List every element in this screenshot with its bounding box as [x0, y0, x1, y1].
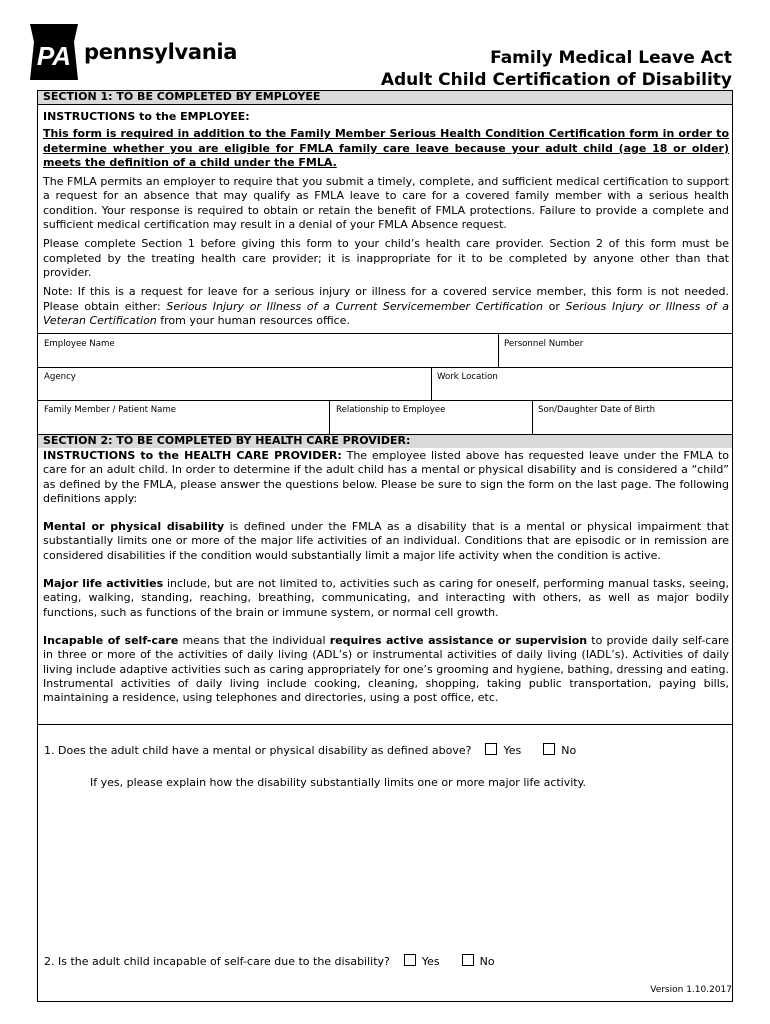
definition-life-activities-text: include, but are not limited to, activities such as caring for oneself, performing manual tasks, seeing, eating, walking, standing, reaching, breathing, communicating, and interacting with others, as well as major bodily functions, such as functions of the brain or immune system, or normal cell growth. — [43, 577, 729, 619]
note-end: from your human resources office. — [156, 313, 350, 327]
dob-label: Son/Daughter Date of Birth — [538, 405, 656, 415]
question-2-text: 2. Is the adult child incapable of self-care due to the disability? — [44, 955, 390, 968]
employee-name-label: Employee Name — [44, 339, 115, 349]
section2-instructions — [43, 449, 729, 705]
section2-instructions-label: INSTRUCTIONS to the HEALTH CARE PROVIDER: — [43, 449, 342, 462]
section2-heading: SECTION 2: TO BE COMPLETED BY HEALTH CARE PROVIDER: — [38, 435, 732, 448]
definition-disability — [43, 520, 729, 563]
question-1-text: 1. Does the adult child have a mental or physical disability as defined above? — [44, 744, 472, 757]
divider — [329, 400, 330, 434]
definition-self-care-bold: requires active assistance or supervision — [329, 633, 588, 647]
relationship-label: Relationship to Employee — [336, 405, 446, 415]
section1-note — [43, 285, 729, 328]
question-2 — [44, 954, 495, 969]
question-1-followup: If yes, please explain how the disability substantially limits one or more major life activity. — [90, 776, 587, 789]
note-start: Note: If this is a request for leave for a serious injury or illness for a covered service member, this form is not needed. Please obtain either: — [43, 285, 729, 313]
section2-intro — [43, 449, 729, 506]
q2-yes-label: Yes — [421, 955, 440, 968]
section1-para1: The FMLA permits an employer to require that you submit a timely, complete, and sufficient medical certification to support a request for an absence that may qualify as FMLA leave to care for a covered family member with a serious health condition. Your response is required to obtain or retain the benefit of FMLA protections. Failure to provide a complete and sufficient medical certification may result in a denial of your FMLA Absence request. — [43, 175, 729, 232]
required-notice: This form is required in addition to the Family Member Serious Health Condition Certification form in order to determine whether you are eligible for FMLA family care leave because your adult child (age 18 or older) meets the definition of a child under the FMLA. — [43, 127, 729, 169]
divider — [532, 400, 533, 434]
q2-no-checkbox[interactable] — [462, 954, 474, 966]
q1-explanation-area[interactable] — [44, 796, 728, 941]
divider — [431, 367, 432, 400]
personnel-number-label: Personnel Number — [504, 339, 584, 349]
definition-life-activities — [43, 577, 729, 620]
definition-self-care-term: Incapable of self-care — [43, 633, 179, 647]
divider — [38, 724, 732, 725]
divider — [38, 400, 732, 401]
section1-para2: Please complete Section 1 before giving this form to your child’s health care provider. Section 2 of this form must be completed by the treating health care provider; it is inappropriate for it to be completed by anyone other than that provider. — [43, 237, 729, 279]
note-form1: Serious Injury or Illness of a Current Servicemember Certification — [166, 299, 543, 313]
definition-self-care-text: to provide daily self-care in three or more of the activities of daily living (ADL’s) or instrumental activities of daily living (IADL’s). Activities of daily living include adaptive activities such as caring appropriately for one’s grooming and hygiene, bathing, dressing and eating. Instrumental activities of daily living include cooking, cleaning, shopping, taking public transportation, paying bills, maintaining a residence, using telephones and directories, using a post office, etc. — [43, 633, 730, 705]
version-label: Version 1.10.2017 — [650, 985, 732, 995]
q1-no-checkbox[interactable] — [543, 743, 555, 755]
definition-self-care — [43, 634, 729, 705]
definition-disability-term: Mental or physical disability — [43, 520, 225, 534]
note-form2: Serious Injury or Illness of a Veteran Certification — [43, 299, 729, 327]
form-frame — [37, 90, 733, 1002]
divider — [38, 367, 732, 368]
q1-no-label: No — [561, 744, 577, 757]
question-1 — [44, 743, 576, 758]
q1-yes-checkbox[interactable] — [485, 743, 497, 755]
note-or: or — [542, 299, 566, 313]
q1-yes-label: Yes — [503, 744, 522, 757]
logo-text: PA — [36, 41, 72, 71]
definition-self-care-mid: means that the individual — [178, 633, 330, 647]
agency-label: Agency — [44, 372, 76, 382]
section2-instructions-text: The employee listed above has requested leave under the FMLA to care for an adult child. In order to determine if the adult child has a mental or physical disability and is considered a “child” as defined by the FMLA, please answer the questions below. Please be sure to sign the form on the last page. The following definitions apply: — [43, 449, 729, 505]
divider — [38, 104, 732, 105]
definition-life-activities-term: Major life activities — [43, 577, 164, 591]
brand-wordmark: pennsylvania — [84, 40, 238, 64]
q2-yes-checkbox[interactable] — [404, 954, 416, 966]
section1-heading: SECTION 1: TO BE COMPLETED BY EMPLOYEE — [38, 91, 732, 104]
work-location-label: Work Location — [437, 372, 498, 382]
form-title-line1: Family Medical Leave Act — [490, 48, 732, 68]
divider — [498, 333, 499, 367]
section1-instructions-label: INSTRUCTIONS to the EMPLOYEE: — [43, 110, 250, 123]
section1-instructions — [43, 110, 729, 328]
form-title-line2: Adult Child Certification of Disability — [380, 70, 732, 90]
q2-no-label: No — [479, 955, 495, 968]
definition-disability-text: is defined under the FMLA as a disability that is a mental or physical impairment that substantially limits one or more of the major life activities of an individual. Conditions that are episodic or in remission are considered disabilities if the condition would substantially limit a major life activity when the condition is active. — [43, 520, 729, 562]
divider — [38, 333, 732, 334]
family-member-label: Family Member / Patient Name — [44, 405, 177, 415]
